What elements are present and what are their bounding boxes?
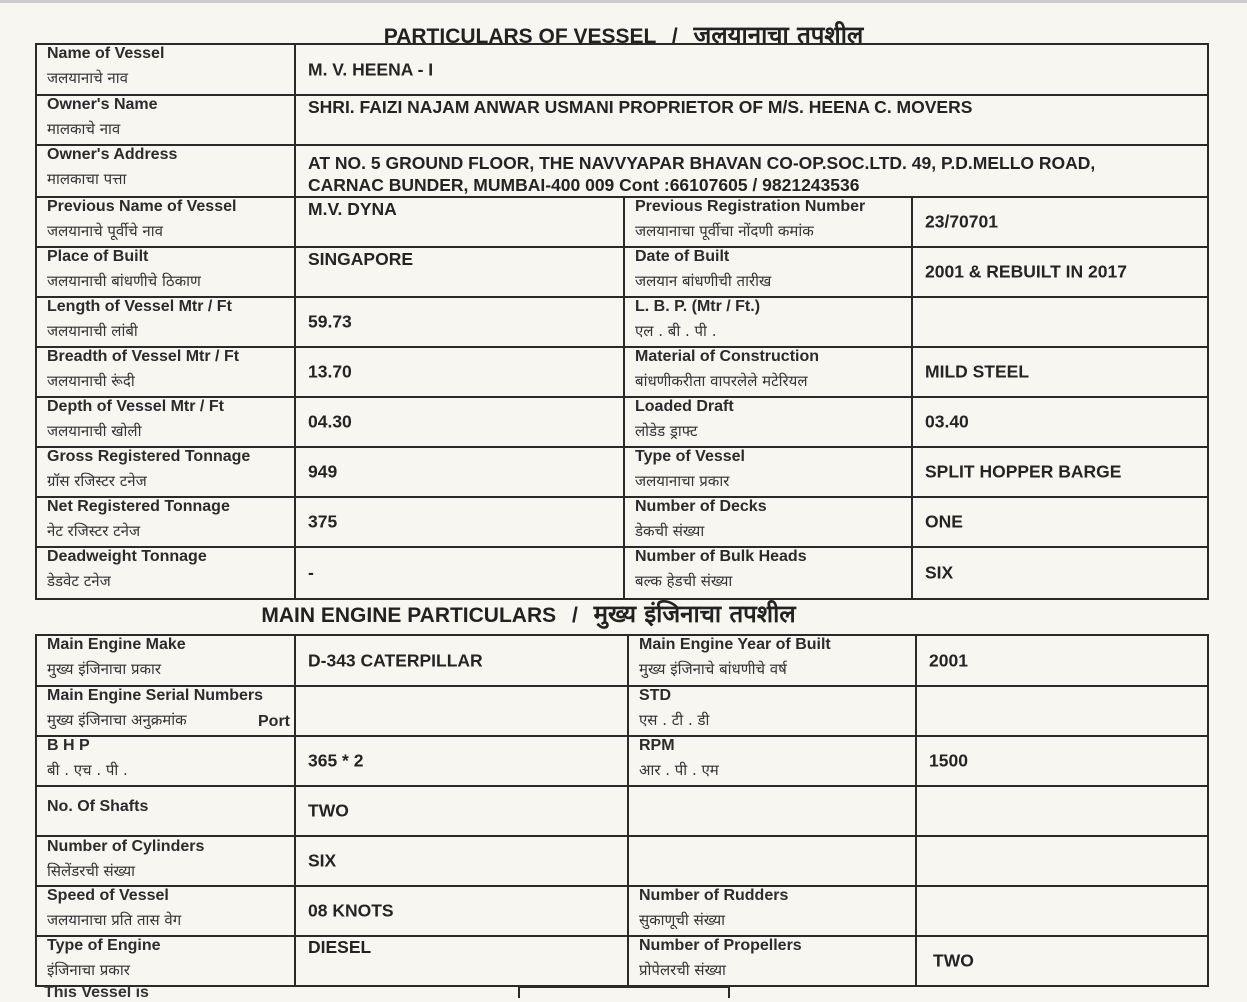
value-text: 03.40 bbox=[925, 411, 969, 432]
label-en: Deadweight Tonnage bbox=[47, 548, 207, 565]
label-mr: आर . पी . एम bbox=[639, 761, 719, 779]
label-cell bbox=[36, 95, 295, 145]
value-text: 2001 bbox=[929, 650, 968, 670]
footer-fragment: This Vessel is bbox=[44, 984, 149, 1001]
label-en: B H P bbox=[47, 737, 90, 754]
label-mr: जलयानाचे पूर्वीचे नाव bbox=[47, 222, 163, 240]
label-mr: मुख्य इंजिनाचा प्रकार bbox=[47, 660, 162, 678]
table-row bbox=[36, 297, 1208, 347]
label-mr: जलयानाचा प्रति तास वेग bbox=[47, 911, 182, 929]
label-mr: इंजिनाचा प्रकार bbox=[47, 961, 130, 979]
label-mr: मुख्य इंजिनाचे बांधणीचे वर्ष bbox=[639, 660, 787, 678]
table-row bbox=[36, 44, 1208, 95]
value-text: TWO bbox=[933, 950, 974, 971]
label-en: Name of Vessel bbox=[47, 45, 165, 62]
table-row bbox=[36, 197, 1208, 247]
label-en: Speed of Vessel bbox=[47, 887, 169, 904]
value-text: MILD STEEL bbox=[925, 361, 1030, 382]
label-en: No. Of Shafts bbox=[47, 798, 149, 815]
value-text: 2001 & REBUILT IN 2017 bbox=[925, 261, 1127, 282]
label-en: Previous Registration Number bbox=[635, 198, 866, 215]
owner-name-value bbox=[295, 95, 1208, 145]
table-row bbox=[36, 497, 1208, 547]
label-en: Length of Vessel Mtr / Ft bbox=[47, 298, 232, 315]
footer-box bbox=[518, 986, 730, 998]
value-text: SPLIT HOPPER BARGE bbox=[925, 461, 1122, 482]
label-mr: जलयान बांधणीची तारीख bbox=[635, 272, 772, 290]
label-en: Breadth of Vessel Mtr / Ft bbox=[47, 348, 240, 365]
label-mr: जलयानाचा प्रकार bbox=[635, 472, 730, 490]
label-en: Type of Engine bbox=[47, 937, 161, 954]
label-mr: मालकाचा पत्ता bbox=[47, 170, 127, 188]
value-text: TWO bbox=[308, 800, 349, 821]
vessel-particulars-table bbox=[35, 43, 1209, 600]
title-separator: / bbox=[571, 604, 578, 627]
value-text: M. V. HEENA - I bbox=[308, 59, 434, 79]
label-en: Number of Cylinders bbox=[47, 838, 205, 855]
table-row bbox=[36, 686, 1208, 736]
label-en: Owner's Name bbox=[47, 96, 158, 113]
table-row bbox=[36, 247, 1208, 297]
label-en: Place of Built bbox=[47, 248, 149, 265]
label-mr: डेकची संख्या bbox=[635, 522, 705, 540]
engine-title-en: MAIN ENGINE PARTICULARS bbox=[261, 604, 557, 627]
label-en: RPM bbox=[639, 737, 675, 754]
value-text: 949 bbox=[308, 461, 338, 482]
label-mr: एल . बी . पी . bbox=[635, 322, 717, 340]
value-text: - bbox=[308, 562, 314, 583]
value-text: SINGAPORE bbox=[308, 249, 414, 269]
table-row bbox=[36, 397, 1208, 447]
label-en: Type of Vessel bbox=[635, 448, 745, 465]
value-text: ONE bbox=[925, 511, 963, 532]
label-en: Gross Registered Tonnage bbox=[47, 448, 251, 465]
table-row bbox=[36, 936, 1208, 986]
engine-section-title bbox=[0, 597, 1152, 630]
label-mr: सिलेंडरची संख्या bbox=[47, 862, 136, 880]
label-mr: ग्रॉस रजिस्टर टनेज bbox=[47, 472, 147, 490]
value-text: M.V. DYNA bbox=[308, 199, 397, 219]
value-text: SIX bbox=[308, 850, 337, 871]
label-en: L. B. P. (Mtr / Ft.) bbox=[635, 298, 761, 315]
title-separator: / bbox=[671, 25, 678, 48]
label-en: Date of Built bbox=[635, 248, 730, 265]
label-mr: बल्क हेडची संख्या bbox=[635, 572, 733, 590]
value-text: 59.73 bbox=[308, 311, 352, 332]
label-en: Number of Decks bbox=[635, 498, 767, 515]
label-mr: जलयानाचा पूर्वीचा नोंदणी कमांक bbox=[635, 222, 814, 240]
label-en: Depth of Vessel Mtr / Ft bbox=[47, 398, 224, 415]
label-cell bbox=[36, 145, 295, 197]
label-mr: जलयानाची लांबी bbox=[47, 322, 138, 340]
value-text: 1500 bbox=[929, 750, 968, 771]
value-text: 23/70701 bbox=[925, 211, 998, 232]
table-row bbox=[36, 547, 1208, 599]
label-mr: सुकाणूची संख्या bbox=[639, 911, 726, 929]
value-text: 13.70 bbox=[308, 361, 352, 382]
label-mr: लोडेड ड्राफ्ट bbox=[635, 422, 698, 440]
table-row bbox=[36, 145, 1208, 197]
value-text: 365 * 2 bbox=[308, 750, 364, 771]
label-en: Main Engine Serial Numbers bbox=[47, 687, 264, 704]
label-en: Main Engine Year of Built bbox=[639, 636, 831, 653]
label-en: Previous Name of Vessel bbox=[47, 198, 237, 215]
table-row bbox=[36, 347, 1208, 397]
value-text: 04.30 bbox=[308, 411, 352, 432]
value-text: SHRI. FAIZI NAJAM ANWAR USMANI PROPRIETOR OF M/S. HEENA C. MOVERS bbox=[308, 97, 973, 117]
label-mr: एस . टी . डी bbox=[639, 711, 710, 729]
value-text: DIESEL bbox=[308, 937, 372, 957]
label-en: Number of Bulk Heads bbox=[635, 548, 807, 565]
label-en: Number of Rudders bbox=[639, 887, 789, 904]
vessel-title-mr: जलयानाचा तपशील bbox=[693, 21, 864, 49]
value-text: 08 KNOTS bbox=[308, 900, 394, 921]
table-row bbox=[36, 736, 1208, 786]
vessel-title-en: PARTICULARS OF VESSEL bbox=[383, 25, 657, 48]
port-label: Port bbox=[258, 713, 290, 730]
label-mr: जलयानाची खोली bbox=[47, 422, 142, 440]
label-en: Material of Construction bbox=[635, 348, 820, 365]
label-mr: डेडवेट टनेज bbox=[47, 572, 111, 590]
label-en: Number of Propellers bbox=[639, 937, 802, 954]
address-line-1: AT NO. 5 GROUND FLOOR, THE NAVVYAPAR BHAVAN CO-OP.SOC.LTD. 49, P.D.MELLO ROAD, bbox=[308, 153, 1096, 173]
label-mr: मुख्य इंजिनाचा अनुक्रमांक bbox=[47, 711, 187, 729]
label-en: Net Registered Tonnage bbox=[47, 498, 230, 515]
value-text: SIX bbox=[925, 562, 954, 583]
vessel-name-value bbox=[295, 44, 1208, 95]
top-cut-line bbox=[0, 0, 1247, 3]
table-row bbox=[36, 786, 1208, 836]
table-row bbox=[36, 886, 1208, 936]
label-cell bbox=[36, 44, 295, 95]
owner-address-value bbox=[295, 145, 1208, 197]
table-row bbox=[36, 447, 1208, 497]
label-mr: नेट रजिस्टर टनेज bbox=[47, 522, 141, 540]
label-mr: बांधणीकरीता वापरलेले मटेरियल bbox=[635, 372, 808, 390]
engine-title-mr: मुख्य इंजिनाचा तपशील bbox=[593, 600, 796, 628]
table-row bbox=[36, 836, 1208, 886]
value-text: 375 bbox=[308, 511, 338, 532]
label-mr: जलयानाचे नाव bbox=[47, 69, 128, 87]
label-mr: जलयानाची बांधणीचे ठिकाण bbox=[47, 272, 201, 290]
label-mr: मालकाचे नाव bbox=[47, 120, 121, 138]
value-text: D-343 CATERPILLAR bbox=[308, 650, 483, 670]
label-en: Main Engine Make bbox=[47, 636, 186, 653]
engine-particulars-table bbox=[35, 634, 1209, 987]
table-row bbox=[36, 95, 1208, 145]
label-en: STD bbox=[639, 687, 671, 704]
label-mr: प्रोपेलरची संख्या bbox=[639, 961, 726, 979]
address-line-2: CARNAC BUNDER, MUMBAI-400 009 Cont :66107605 / 9821243536 bbox=[308, 175, 860, 195]
label-en: Loaded Draft bbox=[635, 398, 734, 415]
label-mr: जलयानाची रूंदी bbox=[47, 372, 135, 390]
table-row bbox=[36, 635, 1208, 686]
label-en: Owner's Address bbox=[47, 146, 178, 163]
label-mr: बी . एच . पी . bbox=[47, 761, 128, 779]
